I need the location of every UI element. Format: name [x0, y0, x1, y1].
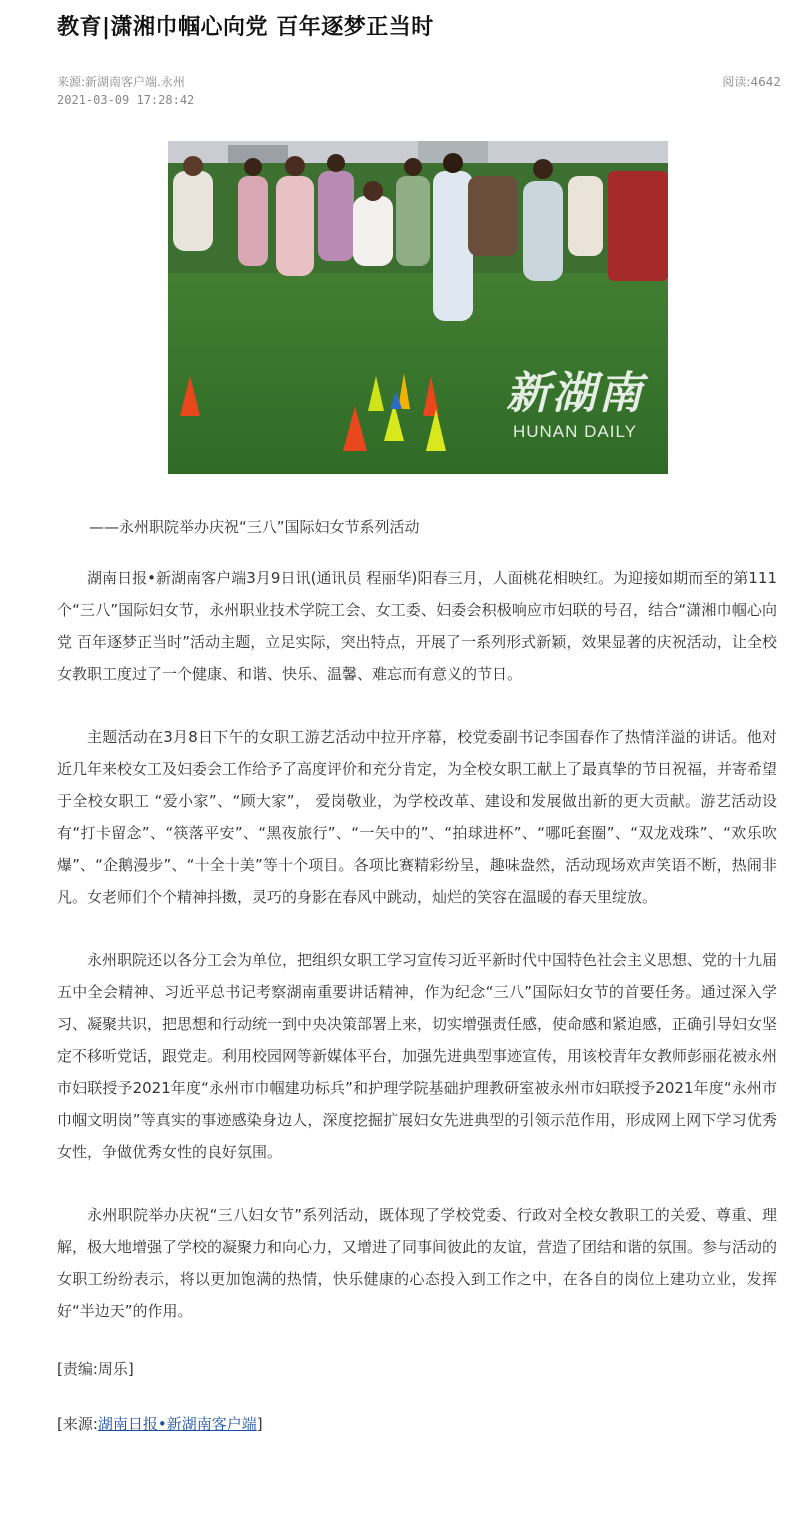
photo-watermark	[490, 370, 660, 442]
article-paragraph: 永州职院还以各分工会为单位，把组织女职工学习宣传习近平新时代中国特色社会主义思想、党的十九届五中全会精神、习近平总书记考察湖南重要讲话精神，作为纪念“三八”国际妇女节的首要任务。通过深入学习、凝聚共识，把思想和行动统一到中央决策部署上来，切实增强责任感，使命感和紧迫感，正确引导妇女坚定不移听党话，跟党走。利用校园网等新媒体平台，加强先进典型事迹宣传，用该校青年女教师彭丽花被永州市妇联授予2021年度“永州市巾帼建功标兵”和护理学院基础护理教研室被永州市妇联授予2021年度“永州市巾帼文明岗”等真实的事迹感染身边人，深度挖掘扩展妇女先进典型的引领示范作用，形成网上网下学习优秀女性，争做优秀女性的良好氛围。	[57, 951, 778, 1161]
watermark-logo-text: 新湖南	[506, 368, 644, 419]
view-count	[722, 73, 781, 90]
article-datetime: 2021-03-09 17:28:42	[57, 93, 195, 107]
source-credit	[57, 1409, 777, 1439]
article-title: 教育|潇湘巾帼心向党 百年逐梦正当时	[57, 15, 434, 40]
watermark-english-text: HUNAN DAILY	[512, 422, 638, 441]
view-count-label: 阅读:	[722, 75, 751, 89]
source-suffix: ]	[256, 1415, 263, 1433]
source-prefix: [来源:	[57, 1415, 98, 1433]
source-link[interactable]: 湖南日报•新湖南客户端	[97, 1415, 257, 1433]
view-count-value: 4642	[750, 75, 781, 89]
article-source: 来源:新湖南客户端.永州	[57, 75, 185, 89]
article-subtitle: ——永州职院举办庆祝“三八”国际妇女节系列活动	[89, 518, 420, 536]
article-paragraph: 主题活动在3月8日下午的女职工游艺活动中拉开序幕，校党委副书记李国春作了热情洋溢的讲话。他对近几年来校女工及妇委会工作给予了高度评价和充分肯定，为全校女职工献上了最真挚的节日祝福，并寄希望于全校女职工 “爱小家”、“顾大家”， 爱岗敬业，为学校改革、建设和发展做出新的更大贡献。游艺活动设有“打卡留念”、“筷落平安”、“黑夜旅行”、“一矢中的”、“拍球进杯”、“哪吒套圈”、“双龙戏珠”、“欢乐吹爆”、“企鹅漫步”、“十全十美”等十个项目。各项比赛精彩纷呈，趣味盎然，活动现场欢声笑语不断，热闹非凡。女老师们个个精神抖擞，灵巧的身影在春风中跳动，灿烂的笑容在温暖的春天里绽放。	[57, 728, 778, 906]
article-body	[57, 512, 777, 1439]
article-paragraph: 永州职院举办庆祝“三八妇女节”系列活动，既体现了学校党委、行政对全校女教职工的关爱、尊重、理解，极大地增强了学校的凝聚力和向心力，又增进了同事间彼此的友谊，营造了团结和谐的氛围。参与活动的女职工纷纷表示，将以更加饱满的热情，快乐健康的心态投入到工作之中，在各自的岗位上建功立业，发挥好“半边天”的作用。	[57, 1206, 778, 1320]
editor-credit: [责编:周乐]	[57, 1360, 134, 1378]
article-paragraph: 湖南日报•新湖南客户端3月9日讯(通讯员 程丽华)阳春三月，人面桃花相映红。为迎接如期而至的第111个“三八”国际妇女节，永州职业技术学院工会、女工委、妇委会积极响应市妇联的号召，结合“潇湘巾帼心向党 百年逐梦正当时”活动主题，立足实际，突出特点，开展了一系列形式新颖，效果显著的庆祝活动，让全校女教职工度过了一个健康、和谐、快乐、温馨、难忘而有意义的节日。	[57, 569, 777, 683]
